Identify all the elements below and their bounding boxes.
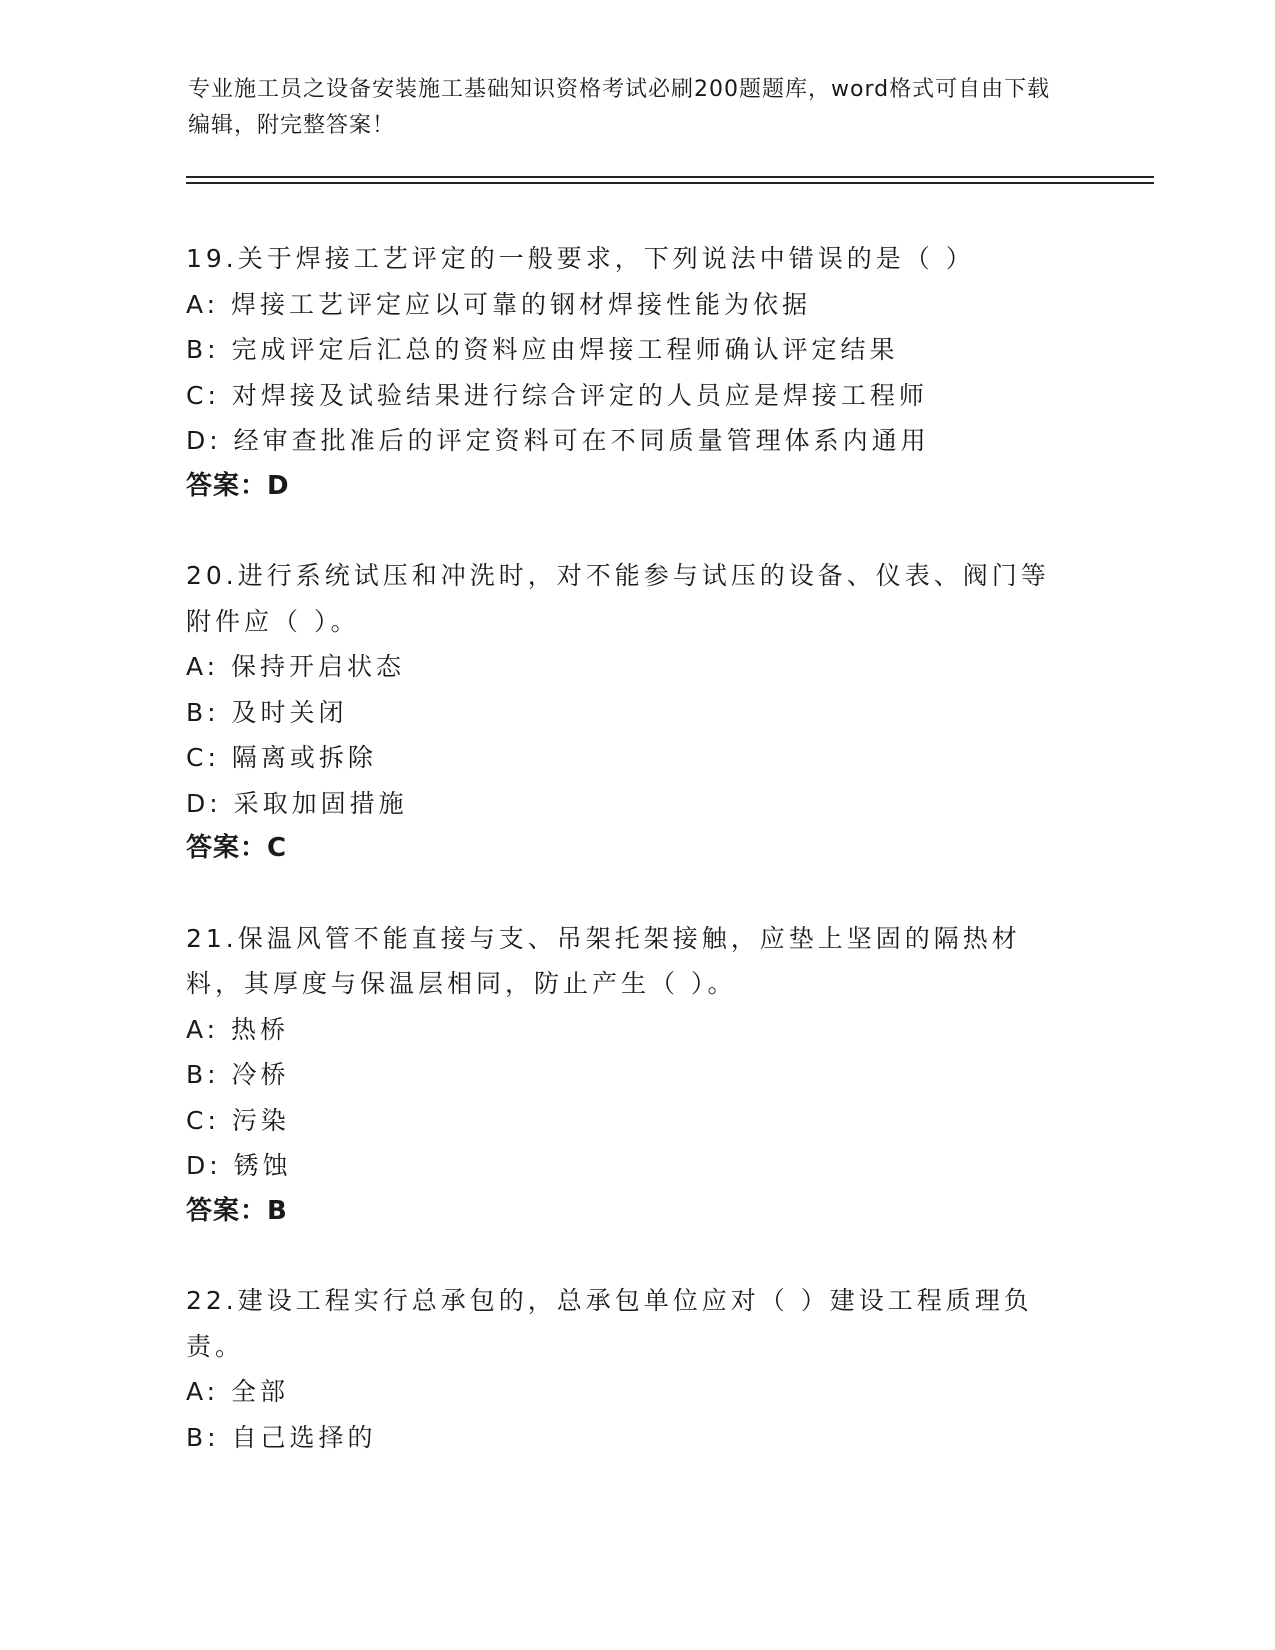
question-text: 22.建设工程实行总承包的，总承包单位应对（ ）建设工程质理负责。	[186, 1286, 1033, 1361]
option-b: B: 及时关闭	[186, 697, 348, 727]
question-text: 20.进行系统试压和冲洗时，对不能参与试压的设备、仪表、阀门等附件应（ ）。	[186, 561, 1050, 636]
question-21	[186, 916, 1086, 1235]
option-b: B: 自己选择的	[186, 1422, 377, 1452]
answer: 答案：B	[186, 1195, 288, 1226]
option-c: C: 对焊接及试验结果进行综合评定的人员应是焊接工程师	[186, 380, 928, 410]
question-19	[186, 236, 1086, 509]
answer: 答案：C	[186, 833, 288, 863]
question-text: 19.关于焊接工艺评定的一般要求，下列说法中错误的是（ ）	[186, 244, 975, 273]
question-22	[186, 1278, 1086, 1460]
option-a: A: 全部	[186, 1377, 290, 1406]
header-divider-top	[186, 176, 1154, 178]
option-d: D: 经审查批准后的评定资料可在不同质量管理体系内通用	[186, 426, 930, 455]
option-d: D: 采取加固措施	[186, 788, 408, 818]
header-title: 专业施工员之设备安装施工基础知识资格考试必刷200题题库，word格式可自由下载编辑，附完整答案！	[188, 77, 1051, 138]
header-divider-bottom	[186, 182, 1154, 184]
option-c: C: 隔离或拆除	[186, 743, 377, 772]
option-d: D: 锈蚀	[186, 1151, 292, 1180]
question-text: 21.保温风管不能直接与支、吊架托架接触，应垫上坚固的隔热材料，其厚度与保温层相同，防止产生（ ）。	[186, 923, 1021, 998]
option-b: B: 冷桥	[186, 1060, 290, 1089]
option-a: A: 保持开启状态	[186, 652, 406, 681]
question-20	[186, 553, 1086, 872]
answer: 答案：D	[186, 470, 290, 501]
question-list	[186, 236, 1086, 1504]
option-a: A: 热桥	[186, 1014, 290, 1044]
option-b: B: 完成评定后汇总的资料应由焊接工程师确认评定结果	[186, 335, 899, 364]
option-c: C: 污染	[186, 1105, 290, 1135]
option-a: A: 焊接工艺评定应以可靠的钢材焊接性能为依据	[186, 289, 812, 319]
document-header	[188, 72, 1068, 144]
